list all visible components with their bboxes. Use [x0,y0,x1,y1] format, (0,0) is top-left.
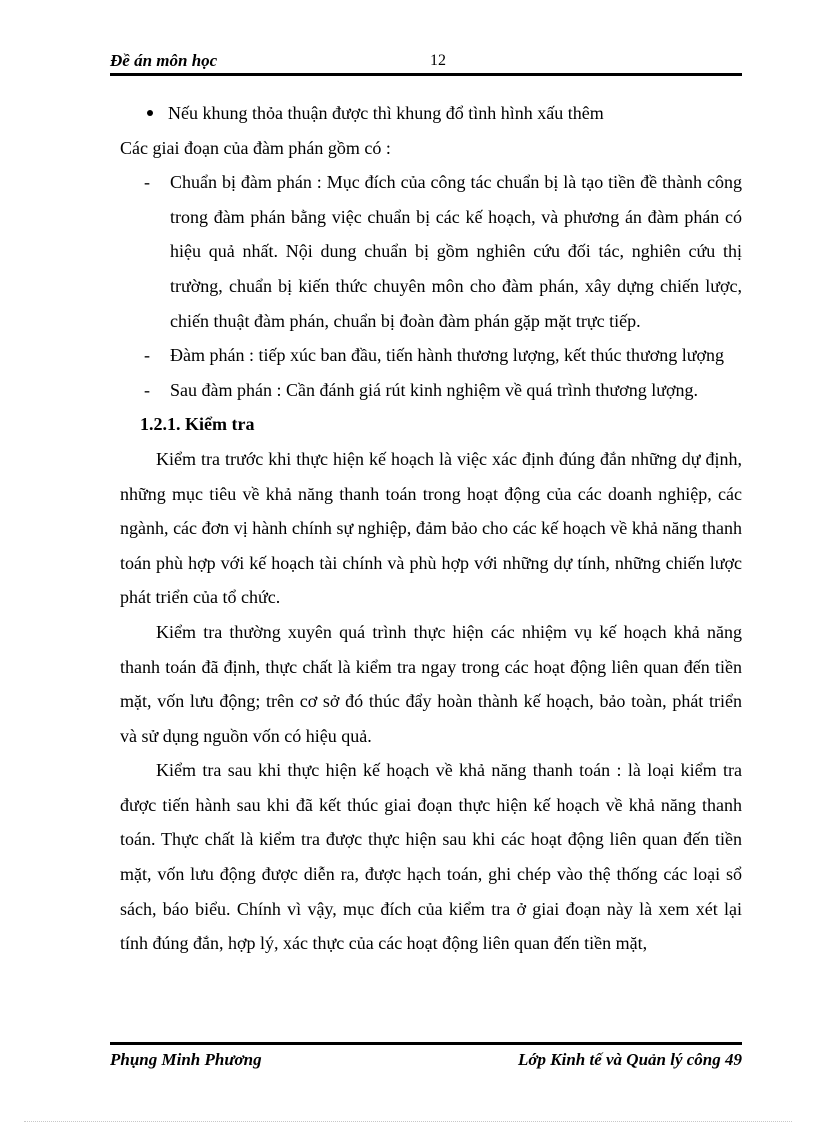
bullet-text: Nếu khung thỏa thuận được thì khung đổ tình hình xấu thêm [168,103,604,123]
dash-marker: - [144,379,150,400]
document-title: Đề án môn học [110,51,218,70]
page-bottom-border [24,1121,792,1122]
dash-marker: - [144,345,150,366]
dash-marker: - [144,172,150,193]
paragraph: Kiểm tra trước khi thực hiện kế hoạch là việc xác định đúng đắn những dự định, những mục tiêu về khả năng thanh toán trong hoạt động của các doanh nghiệp, các ngành, các đơn vị hành chính sự nghiệp, đảm bảo cho các kế hoạch về khả năng thanh toán phù hợp với kế hoạch tài chính và phù hợp với những dự tính, những chiến lược phát triển của tổ chức. [120,448,742,608]
section-heading: 1.2.1. Kiểm tra [140,414,255,435]
footer-class: Lớp Kinh tế và Quản lý công 49 [518,1050,742,1069]
stages-intro: Các giai đoạn của đàm phán gồm có : [120,137,391,158]
footer-divider [110,1042,742,1045]
header-divider [110,73,742,76]
stage-item [120,373,742,408]
stage-text: Đàm phán : tiếp xúc ban đầu, tiến hành thương lượng, kết thúc thương lượng [170,345,725,366]
paragraph: Kiểm tra sau khi thực hiện kế hoạch về khả năng thanh toán : là loại kiểm tra được tiến hành sau khi đã kết thúc giai đoạn thực hiện kế hoạch về khả năng thanh toán. Thực chất là kiểm tra được thực hiện sau khi các hoạt động liên quan đến tiền mặt, vốn lưu động được diễn ra, được hạch toán, ghi chép vào thệ thống các loại sổ sách, báo biểu. Chính vì vậy, mục đích của kiểm tra ở giai đoạn này là xem xét lại tính đúng đắn, hợp lý, xác thực của các hoạt động liên quan đến tiền mặt, [120,760,742,954]
page-footer [110,1050,742,1074]
bullet-dot-icon [147,110,153,116]
paragraph: Kiểm tra thường xuyên quá trình thực hiện các nhiệm vụ kế hoạch khả năng thanh toán đã định, thực chất là kiểm tra ngay trong các hoạt động liên quan đến tiền mặt, vốn lưu động; trên cơ sở đó thúc đẩy hoàn thành kế hoạch, bảo toàn, phát triển và sử dụng nguồn vốn có hiệu quả. [120,621,742,746]
stage-item [120,338,742,373]
page-number: 12 [430,52,446,69]
bullet-item [120,96,742,131]
stage-item [120,165,742,338]
page-body [120,96,742,961]
footer-author: Phụng Minh Phương [110,1050,262,1069]
stage-text: Sau đàm phán : Cần đánh giá rút kinh nghiệm về quá trình thương lượng. [170,379,698,400]
stage-text: Chuẩn bị đàm phán : Mục đích của công tác chuẩn bị là tạo tiền đề thành công trong đàm phán bằng việc chuẩn bị các kế hoạch, và phương án đàm phán có hiệu quả nhất. Nội dung chuẩn bị gồm nghiên cứu đối tác, nghiên cứu thị trường, chuẩn bị kiến thức chuyên môn cho đàm phán, xây dựng chiến lược, chiến thuật đàm phán, chuẩn bị đoàn đàm phán gặp mặt trực tiếp. [170,172,742,331]
page-header [110,48,742,74]
